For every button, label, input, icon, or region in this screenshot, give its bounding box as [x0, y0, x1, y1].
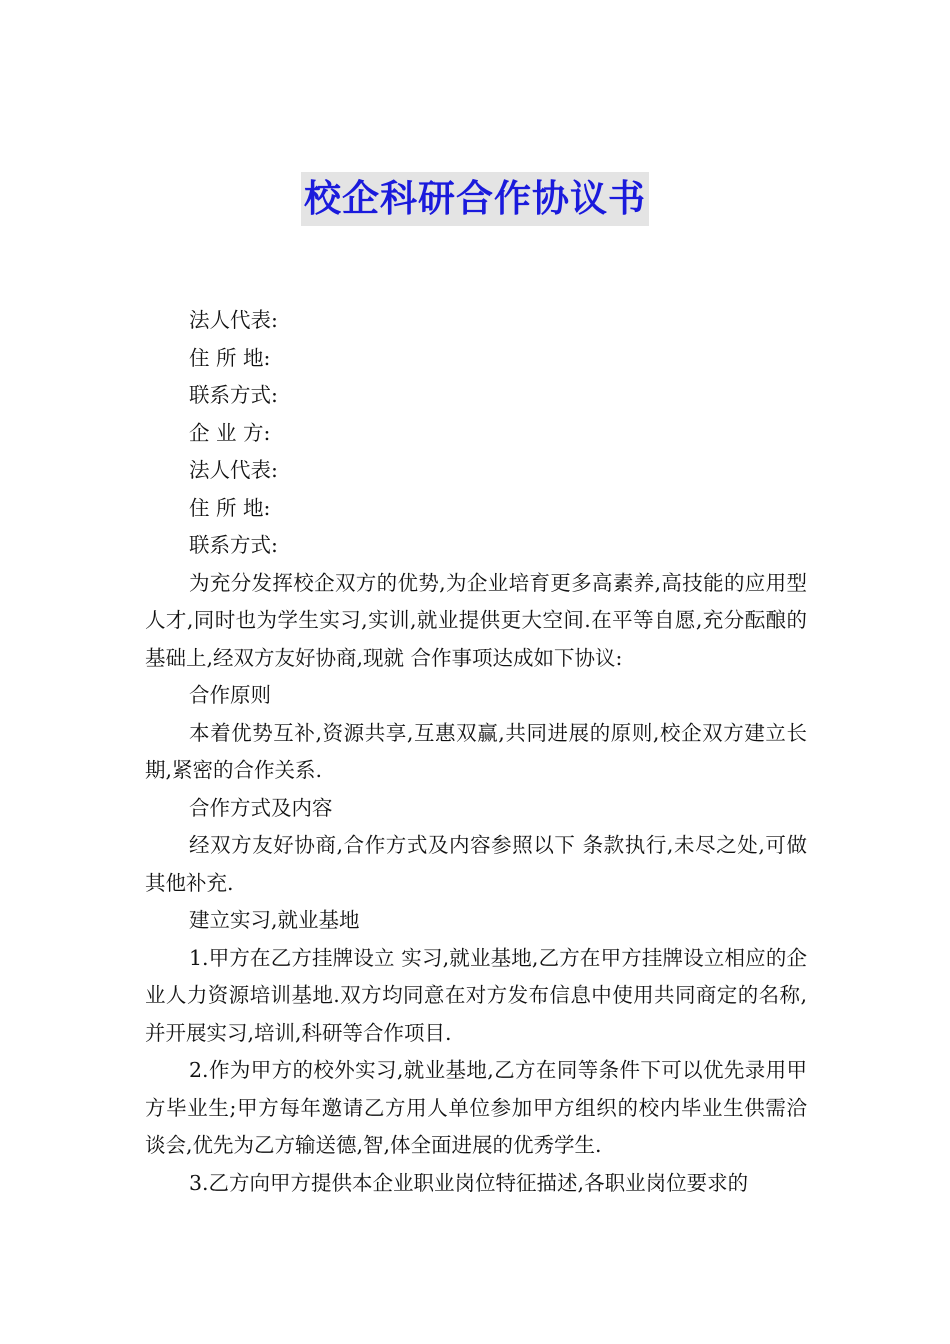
title-container	[0, 172, 950, 226]
paragraph-clause-2: 2.作为甲方的校外实习,就业基地,乙方在同等条件下可以优先录用甲方毕业生;甲方每年邀请乙方用人单位参加甲方组织的校内毕业生供需洽谈会,优先为乙方输送德,智,体全面进展的优秀学生.	[145, 1058, 807, 1157]
heading-cooperation-method: 合作方式及内容	[189, 795, 333, 820]
field-contact-2: 联系方式:	[189, 533, 278, 557]
heading-cooperation-principle: 合作原则	[189, 683, 271, 707]
paragraph-principle: 本着优势互补,资源共享,互惠双赢,共同进展的原则,校企双方建立长期,紧密的合作关系.	[145, 720, 807, 782]
document-title: 校企科研合作协议书	[301, 172, 649, 226]
document-body	[145, 302, 807, 1202]
paragraph-clause-1: 1.甲方在乙方挂牌设立 实习,就业基地,乙方在甲方挂牌设立相应的企业人力资源培训基地.双方均同意在对方发布信息中使用共同商定的名称,并开展实习,培训,科研等合作项目.	[145, 945, 807, 1045]
paragraph-method: 经双方友好协商,合作方式及内容参照以下 条款执行,未尽之处,可做其他补充.	[145, 833, 807, 895]
field-address-1: 住 所 地:	[189, 345, 271, 370]
paragraph-clause-3: 3.乙方向甲方提供本企业职业岗位特征描述,各职业岗位要求的	[189, 1170, 749, 1195]
field-legal-rep-2: 法人代表:	[189, 458, 278, 482]
field-contact-1: 联系方式:	[189, 383, 278, 407]
paragraph-preamble: 为充分发挥校企双方的优势,为企业培育更多高素养,高技能的应用型人才,同时也为学生实习,实训,就业提供更大空间.在平等自愿,充分酝酿的基础上,经双方友好协商,现就 合作事项达成如下协议:	[145, 570, 807, 670]
field-enterprise: 企 业 方:	[189, 420, 271, 445]
field-address-2: 住 所 地:	[189, 495, 271, 520]
field-legal-rep-1: 法人代表:	[189, 308, 278, 332]
heading-internship-base: 建立实习,就业基地	[189, 908, 360, 932]
